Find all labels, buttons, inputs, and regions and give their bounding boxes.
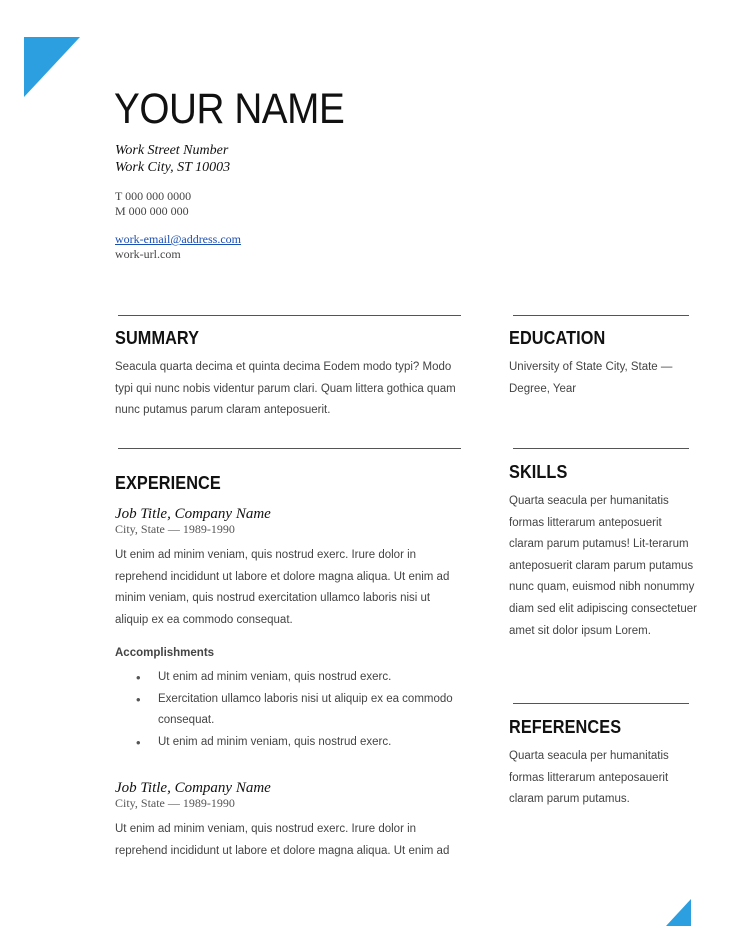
summary-text: Seacula quarta decima et quinta decima Eodem modo typi? Modo typi qui nunc nobis videntur parum clari. Quam littera gothica quam nunc putamus parum claram anteposuerit. (115, 361, 456, 417)
education-text: University of State City, State — Degree, Year (509, 361, 673, 395)
job-description-2: Ut enim ad minim veniam, quis nostrud exerc. Irure dolor in reprehend incididunt ut labore et dolore magna aliqua. Ut enim ad (115, 823, 450, 857)
skills-text: Quarta seacula per humanitatis formas litterarum anteposuerit claram parum putamus! Lit-terarum anteposuerit claram parum putamus nunc quam, euismod nibh nonummy diam sed elit adipiscing consectetuer amet sit dolor ipsum Lorem. (509, 495, 697, 637)
references-divider (513, 703, 689, 704)
job-description-1: Ut enim ad minim veniam, quis nostrud exerc. Irure dolor in reprehend incididunt ut labore et dolore magna aliqua. Ut enim ad minim veniam, quis nostrud exercitation ullamco laboris nisi ut aliquip ex ea commodo consequat. (115, 549, 450, 626)
job-meta-1: City, State — 1989-1990 (115, 522, 235, 536)
accomplishment-item: • Ut enim ad minim veniam, quis nostrud exerc. (115, 732, 465, 754)
accomplishment-item: • Exercitation ullamco laboris nisi ut aliquip ex ea commodo consequat. (115, 689, 465, 732)
education-divider (513, 315, 689, 316)
summary-heading: SUMMARY (115, 327, 200, 348)
street-address: Work Street Number (115, 143, 229, 158)
website-url: work-url.com (115, 247, 181, 261)
accomplishment-item: • Ut enim ad minim veniam, quis nostrud exerc. (115, 667, 465, 689)
skills-heading: SKILLS (509, 461, 568, 482)
references-heading: REFERENCES (509, 716, 622, 737)
summary-divider (118, 315, 461, 316)
accomplishments-heading: Accomplishments (115, 647, 215, 659)
email-link[interactable]: work-email@address.com (115, 232, 242, 246)
web-contact-block (115, 232, 241, 262)
corner-triangle-top-left (24, 37, 80, 97)
phone-telephone: T 000 000 0000 (115, 189, 192, 203)
references-text: Quarta seacula per humanitatis formas litterarum anteposauerit claram parum putamus. (509, 750, 669, 806)
phone-block (115, 189, 191, 219)
accomplishments-list (115, 667, 465, 753)
resume-name: YOUR NAME (114, 85, 345, 133)
experience-divider (118, 448, 461, 449)
job-title-1: Job Title, Company Name (115, 506, 271, 522)
job-meta-2: City, State — 1989-1990 (115, 796, 235, 810)
skills-divider (513, 448, 689, 449)
experience-heading: EXPERIENCE (115, 472, 221, 493)
phone-mobile: M 000 000 000 (115, 204, 189, 218)
corner-triangle-bottom-right (666, 899, 691, 926)
city-address: Work City, ST 10003 (115, 160, 231, 175)
education-heading: EDUCATION (509, 327, 606, 348)
job-title-2: Job Title, Company Name (115, 780, 271, 796)
address-block (115, 142, 230, 176)
